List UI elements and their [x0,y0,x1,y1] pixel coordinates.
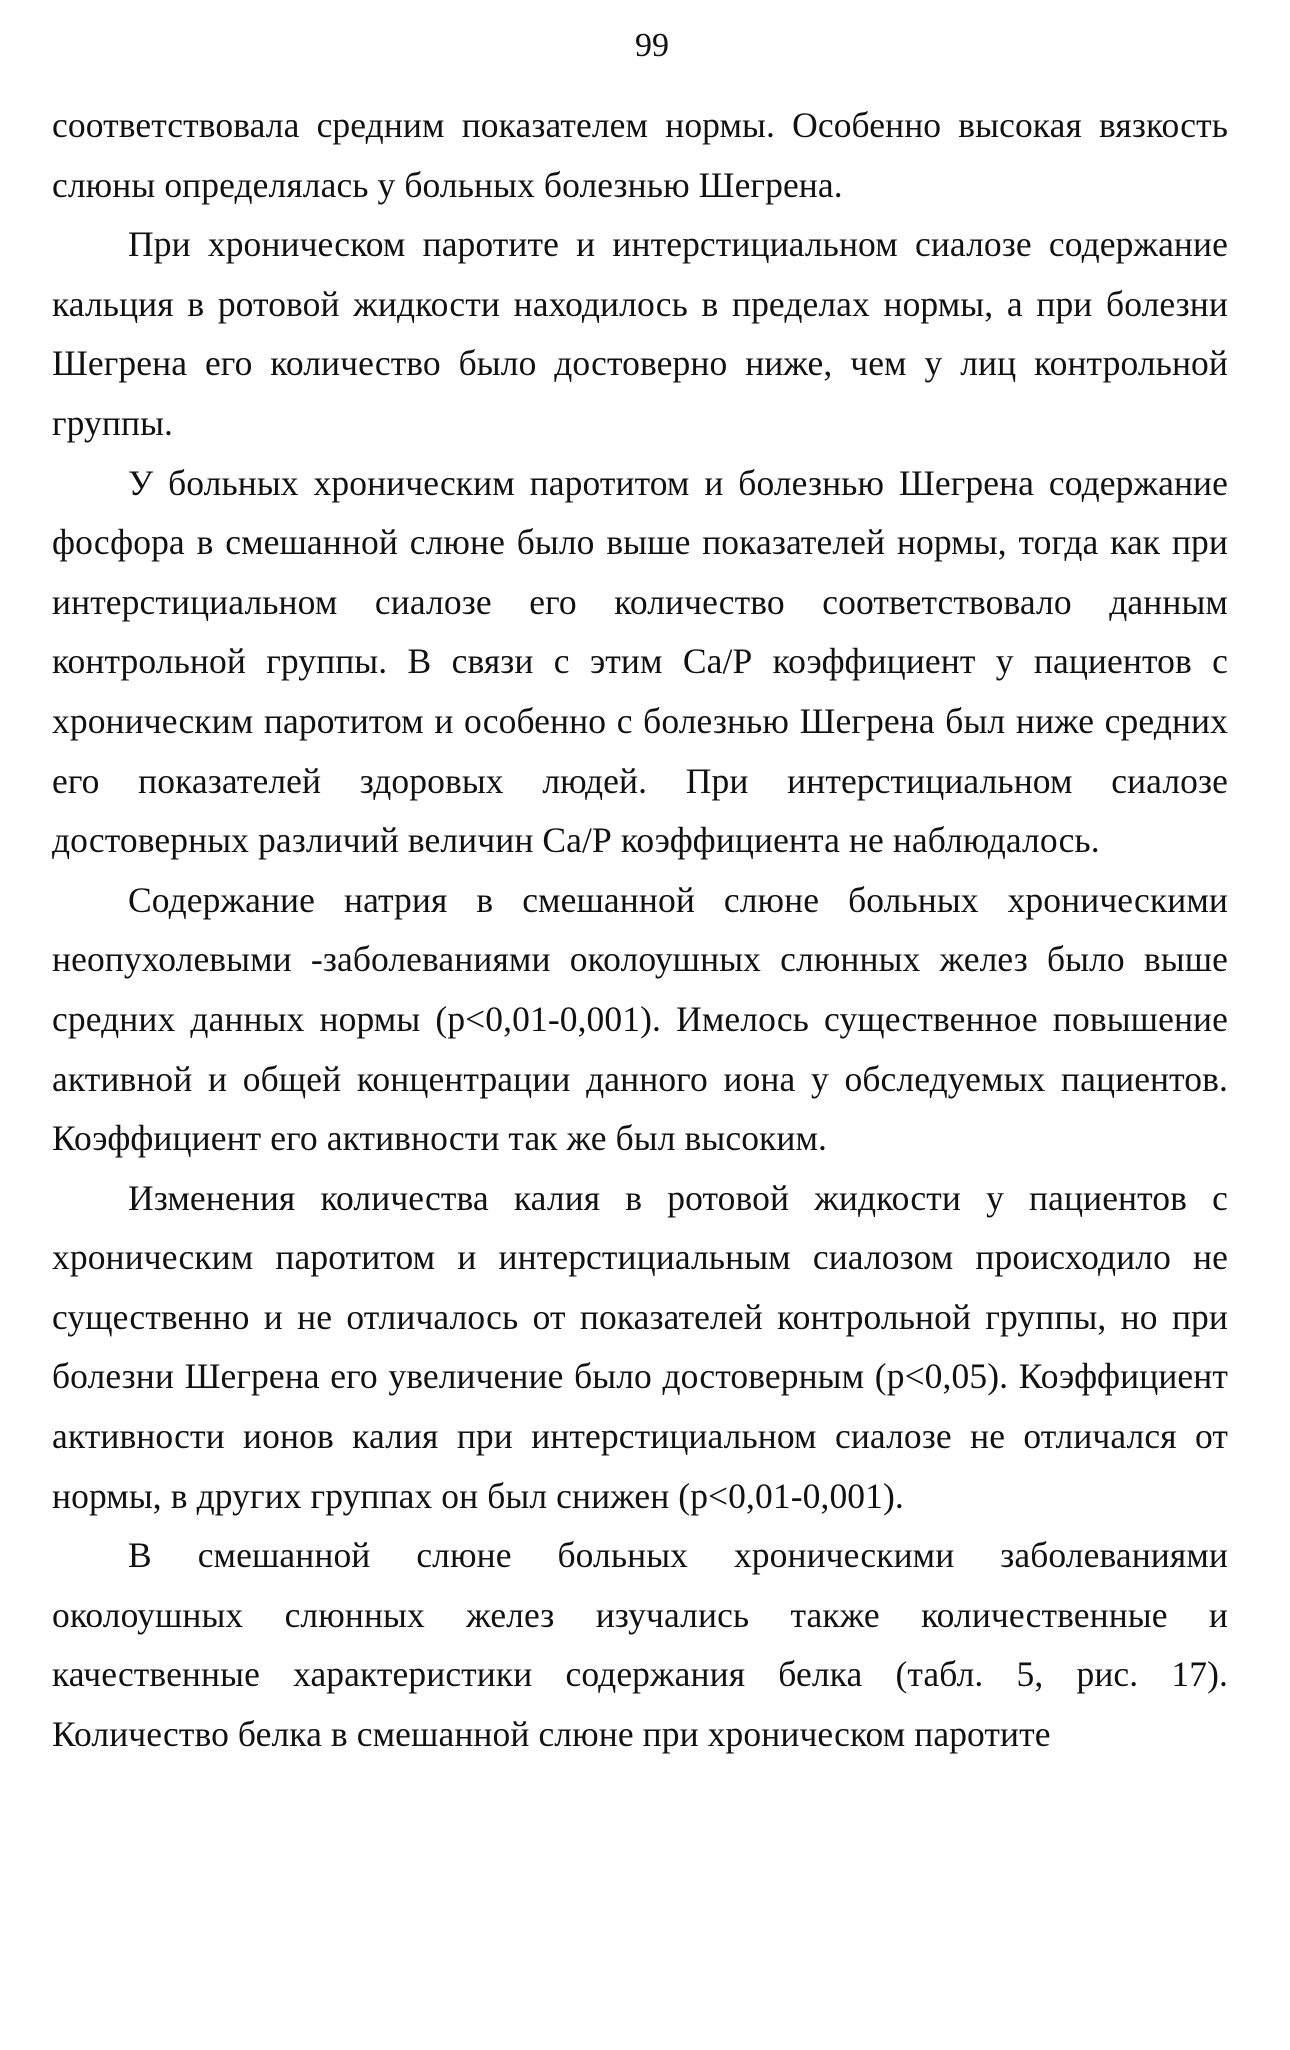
paragraph: У больных хроническим паротитом и болезнью Шегрена содержание фосфора в смешанной слюне было выше показателей нормы, тогда как при интерстициальном сиалозе его количество соответствовало данным контрольной группы. В связи с этим Са/Р коэффициент у пациентов с хроническим паротитом и особенно с болезнью Шегрена был ниже средних его показателей здоровых людей. При интерстициальном сиалозе достоверных различий величин Са/Р коэффициента не наблюдалось. [52,462,1228,861]
paragraph: соответствовала средним показателем нормы. Особенно высокая вязкость слюны определялась у больных болезнью Шегрена. [52,105,1228,205]
paragraph: При хроническом паротите и интерстициальном сиалозе содержание кальция в ротовой жидкости находилось в пределах нормы, а при болезни Шегрена его количество было достоверно ниже, чем у лиц контрольной группы. [52,224,1228,443]
page-number: 99 [635,27,669,64]
paragraph: В смешанной слюне больных хроническими заболеваниями околоушных слюнных желез изучались также количественные и качественные характеристики содержания белка (табл. 5, рис. 17). Количество белка в смешанной слюне при хроническом паротите [52,1535,1228,1755]
body-text [52,96,1228,1765]
paragraph: Изменения количества калия в ротовой жидкости у пациентов с хроническим паротитом и интерстициальным сиалозом происходило не существенно и не отличалось от показателей контрольной группы, но при болезни Шегрена его увеличение было достоверным (р<0,05). Коэффициент активности ионов калия при интерстициальном сиалозе не отличался от нормы, в других группах он был снижен (р<0,01-0,001). [52,1177,1228,1516]
paragraph: Содержание натрия в смешанной слюне больных хроническими неопухолевыми -заболеваниями околоушных слюнных желез было выше средних данных нормы (р<0,01-0,001). Имелось существенное повышение активной и общей концентрации данного иона у обследуемых пациентов. Коэффициент его активности так же был высоким. [52,879,1228,1159]
